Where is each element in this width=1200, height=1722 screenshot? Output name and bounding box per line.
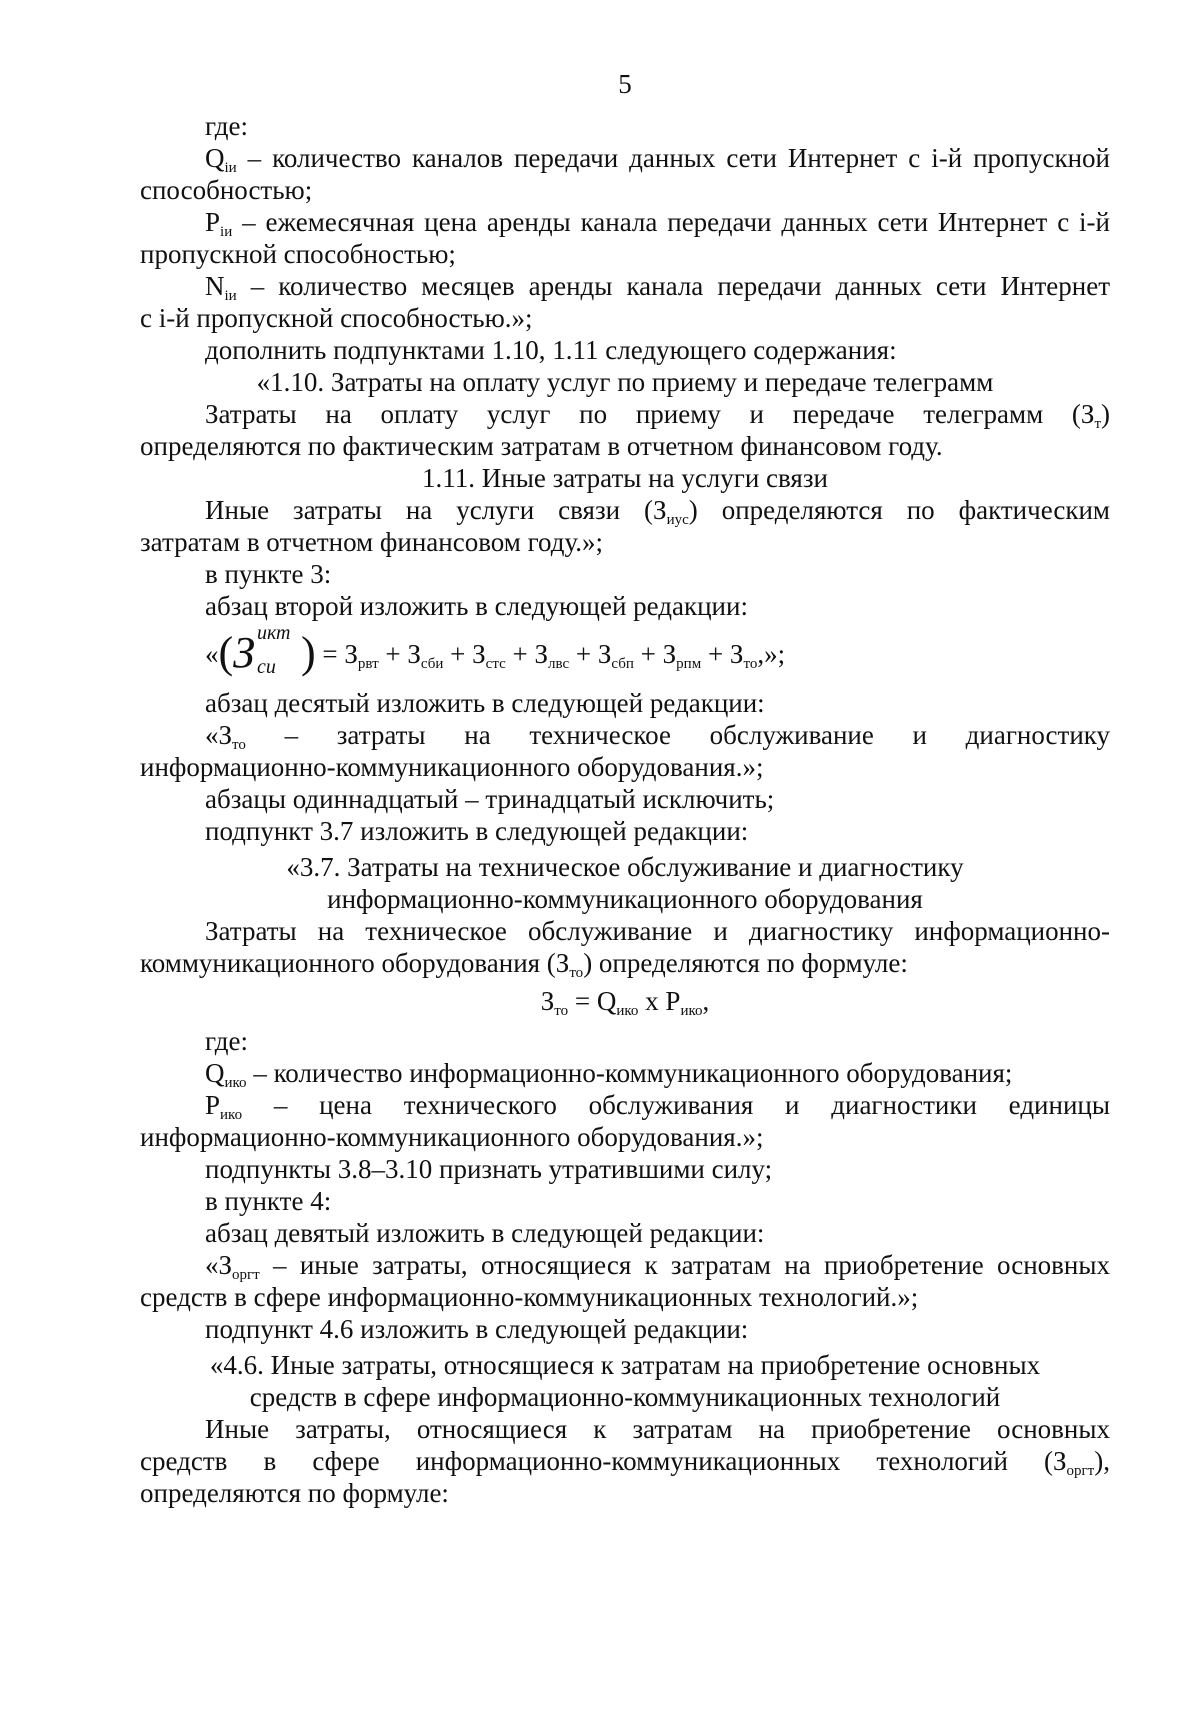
heading-3-7: «3.7. Затраты на техническое обслуживание и диагностику <box>286 852 964 882</box>
formula-term-sub-2: стс <box>485 656 506 672</box>
formula-term-5: + З <box>633 639 677 669</box>
formula-term-2: + З <box>443 639 486 669</box>
para-telegram-cont: определяются по фактическим затратам в отчетном финансовом году. <box>140 431 943 461</box>
def-p-line: $P_{iи}$ – ежемесячная цена аренды канала передачи данных сети Интернет с i-й <box>205 207 1110 240</box>
heading-3-7-cont: информационно-коммуникационного оборудования <box>327 884 923 914</box>
amend-1: дополнить подпунктами 1.10, 1.11 следующего содержания: <box>205 335 897 365</box>
formula-term-3: + З <box>505 639 548 669</box>
formula-term-0: = З <box>315 639 358 669</box>
heading-4-6-cont: средств в сфере информационно-коммуникационных технологий <box>249 1382 1001 1412</box>
para-other-costs-cont: затратам в отчетном финансовом году.»; <box>140 527 603 557</box>
formula-term-1: + З <box>378 639 421 669</box>
amend-4-6: подпункт 4.6 изложить в следующей редакции: <box>205 1314 749 1344</box>
def-piko: $P_{ико}$ – цена технического обслуживания и диагностики единицы <box>205 1090 1110 1123</box>
para-other-assets-end: определяются по формуле: <box>140 1478 449 1508</box>
formula-term-4: + З <box>569 639 612 669</box>
def-zto-cont: информационно-коммуникационного оборудования.»; <box>140 752 764 782</box>
para-other-assets: Иные затраты, относящиеся к затратам на приобретение основных <box>205 1414 1110 1444</box>
where-label: где: <box>205 111 248 141</box>
formula-term-sub-0: рвт <box>357 656 379 672</box>
amend-point-4: в пункте 4: <box>205 1186 332 1216</box>
formula-term-sub-1: сби <box>420 656 444 672</box>
para-maintenance-cont: коммуникационного оборудования $(З_{то})$ определяются по формуле: <box>140 948 908 981</box>
amend-para-2: абзац второй изложить в следующей редакции: <box>205 591 748 621</box>
para-other-costs: Иные затраты на услуги связи $(З_{иус})$ определяются по фактическим <box>205 495 1110 528</box>
para-telegram: Затраты на оплату услуг по приему и передаче телеграмм $(З_т)$ <box>205 399 1110 432</box>
amend-void: подпункты 3.8–3.10 признать утратившими силу; <box>205 1154 773 1184</box>
def-zorgt-cont: средств в сфере информационно-коммуникационных технологий.»; <box>140 1282 919 1312</box>
def-q-cont: способностью; <box>140 175 313 205</box>
def-qiko: $Q_{ико}$ – количество информационно-коммуникационного оборудования; <box>205 1058 1013 1091</box>
def-q-line: $Q_{iи}$ – количество каналов передачи данных сети Интернет с i-й пропускной <box>205 143 1110 176</box>
def-n-line: $N_{iи}$ – количество месяцев аренды канала передачи данных сети Интернет <box>205 271 1110 304</box>
formula-term-6: + З <box>701 639 744 669</box>
formula-term-sub-6: то <box>743 656 758 672</box>
def-p-cont: пропускной способностью; <box>140 239 456 269</box>
def-zorgt-line: «$З_{оргт}$ – иные затраты, относящиеся к затратам на приобретение основных <box>205 1250 1110 1283</box>
heading-4-6: «4.6. Иные затраты, относящиеся к затратам на приобретение основных <box>209 1350 1041 1380</box>
amend-point-3: в пункте 3: <box>205 559 332 589</box>
where-label-2: где: <box>205 1026 248 1056</box>
def-piko-cont: информационно-коммуникационного оборудования.»; <box>140 1122 764 1152</box>
formula-term-sub-3: лвс <box>548 656 570 672</box>
page-number: 5 <box>618 69 632 99</box>
amend-para-10: абзац десятый изложить в следующей редакции: <box>205 688 765 718</box>
amend-3-7: подпункт 3.7 изложить в следующей редакции: <box>205 816 749 846</box>
heading-1-10: «1.10. Затраты на оплату услуг по приему и передаче телеграмм <box>256 367 994 397</box>
para-other-assets-cont: средств в сфере информационно-коммуникационных технологий $(З_{оргт})$, <box>140 1446 1110 1479</box>
para-maintenance: Затраты на техническое обслуживание и диагностику информационно- <box>205 916 1110 946</box>
amend-para-9: абзац девятый изложить в следующей редакции: <box>205 1218 765 1248</box>
formula-zto: $З_{то} = Q_{ико}$ x $P_{ико}$, <box>540 986 710 1019</box>
formula-term-sub-4: сбп <box>611 656 634 672</box>
heading-1-11: 1.11. Иные затраты на услуги связи <box>422 463 828 493</box>
amend-exclude: абзацы одиннадцатый – тринадцатый исключить; <box>205 784 775 814</box>
def-zto-line: «$З_{то}$ – затраты на техническое обслуживание и диагностику <box>205 720 1110 753</box>
formula-ikt: «(З икт си ) = $З_{рвт} + З_{сби} + З_{стс} + З_{лвс} + З_{сбп} + З_{рпм} + З_{то}$,»; <box>205 622 786 678</box>
formula-ikt-terms <box>315 639 758 672</box>
def-n-cont: с i-й пропускной способностью.»; <box>140 303 533 333</box>
formula-term-sub-5: рпм <box>676 656 702 672</box>
